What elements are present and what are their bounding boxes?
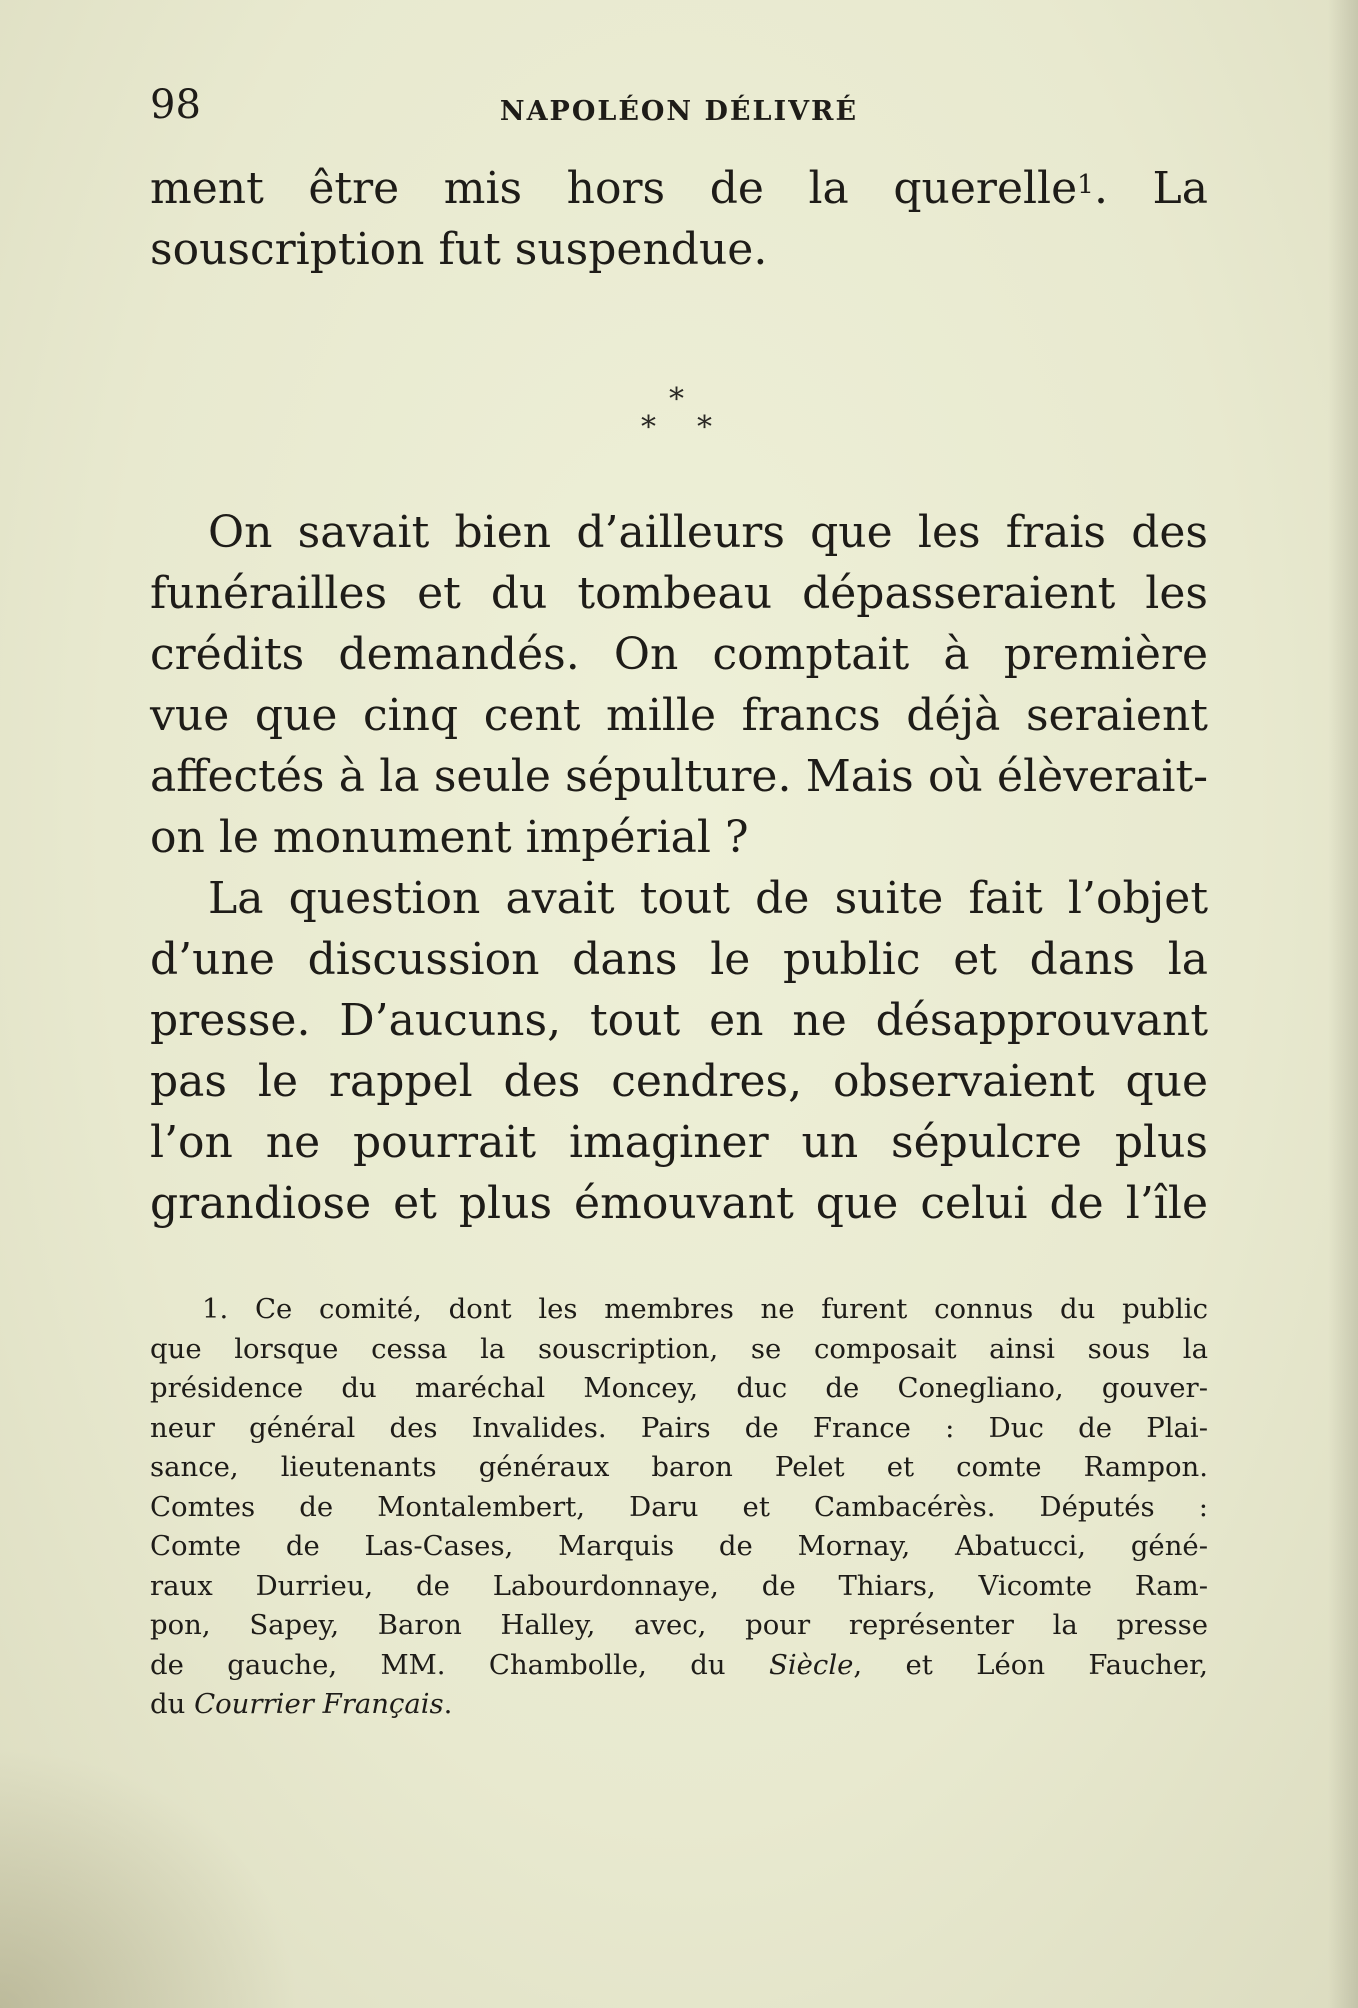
text-line: La question avait tout de suite fait l’objet [208, 873, 1208, 924]
footnote-line: Comte de Las-Cases, Marquis de Mornay, Abatucci, géné- [150, 1530, 1208, 1562]
text-line: l’on ne pourrait imaginer un sépulcre plus [150, 1117, 1208, 1168]
text-line: ment être mis hors de la querelle$^1$. La [150, 163, 1208, 214]
footnote-line: pon, Sapey, Baron Halley, avec, pour représenter la presse [150, 1609, 1208, 1641]
footnote-line: raux Durrieu, de Labourdonnaye, de Thiars, Vicomte Ram- [150, 1569, 1208, 1602]
running-title: NAPOLÉON DÉLIVRÉ [499, 96, 859, 127]
continuation-text [150, 158, 1208, 280]
asterism-star: * [641, 410, 656, 445]
footnote-line: neur général des Invalides. Pairs de France : Duc de Plai- [150, 1411, 1208, 1444]
text-line: crédits demandés. On comptait à première [150, 629, 1208, 680]
text-line: presse. D’aucuns, tout en ne désapprouvant [150, 995, 1208, 1046]
asterism-star: * [669, 382, 684, 417]
footnote-line: 1. Ce comité, dont les membres ne furent connus du public [202, 1293, 1208, 1325]
footnote-ref: 1 [1077, 169, 1094, 200]
asterism-ornament [629, 382, 729, 452]
footnote-line: que lorsque cessa la souscription, se composait ainsi sous la [150, 1332, 1208, 1365]
text-line: On savait bien d’ailleurs que les frais des [208, 507, 1208, 558]
text-line: on le monument impérial ? [150, 812, 749, 863]
paragraph-2 [150, 868, 1208, 1234]
asterism-star: * [697, 410, 712, 445]
text-line: souscription fut suspendue. [150, 224, 768, 275]
footnote-line: de gauche, MM. Chambolle, du Siècle, et Léon Faucher, [150, 1648, 1209, 1681]
page-header [150, 82, 1208, 138]
page-number: 98 [150, 82, 201, 128]
footnote-line: Comtes de Montalembert, Daru et Cambacérès. Députés : [150, 1490, 1208, 1523]
footnote [150, 1290, 1208, 1725]
text-line: pas le rappel des cendres, observaient que [150, 1056, 1208, 1107]
text-line: funérailles et du tombeau dépasseraient les [150, 568, 1208, 619]
journal-title: Siècle [769, 1648, 854, 1681]
footnote-line: sance, lieutenants généraux baron Pelet et comte Rampon. [150, 1451, 1208, 1483]
paragraph-1 [150, 502, 1208, 868]
journal-title: Courrier Français [194, 1688, 444, 1720]
page-edge-shadow [1328, 0, 1358, 2008]
page-shadow [0, 1748, 300, 2008]
text-line: d’une discussion dans le public et dans la [150, 934, 1208, 985]
text-line: affectés à la seule sépulture. Mais où élèverait- [150, 751, 1208, 802]
text-line: grandiose et plus émouvant que celui de l’île [150, 1178, 1208, 1229]
footnote-line: présidence du maréchal Moncey, duc de Conegliano, gouver- [150, 1372, 1208, 1404]
footnote-line: du Courrier Français. [150, 1688, 453, 1720]
text-line: vue que cinq cent mille francs déjà seraient [150, 690, 1208, 741]
